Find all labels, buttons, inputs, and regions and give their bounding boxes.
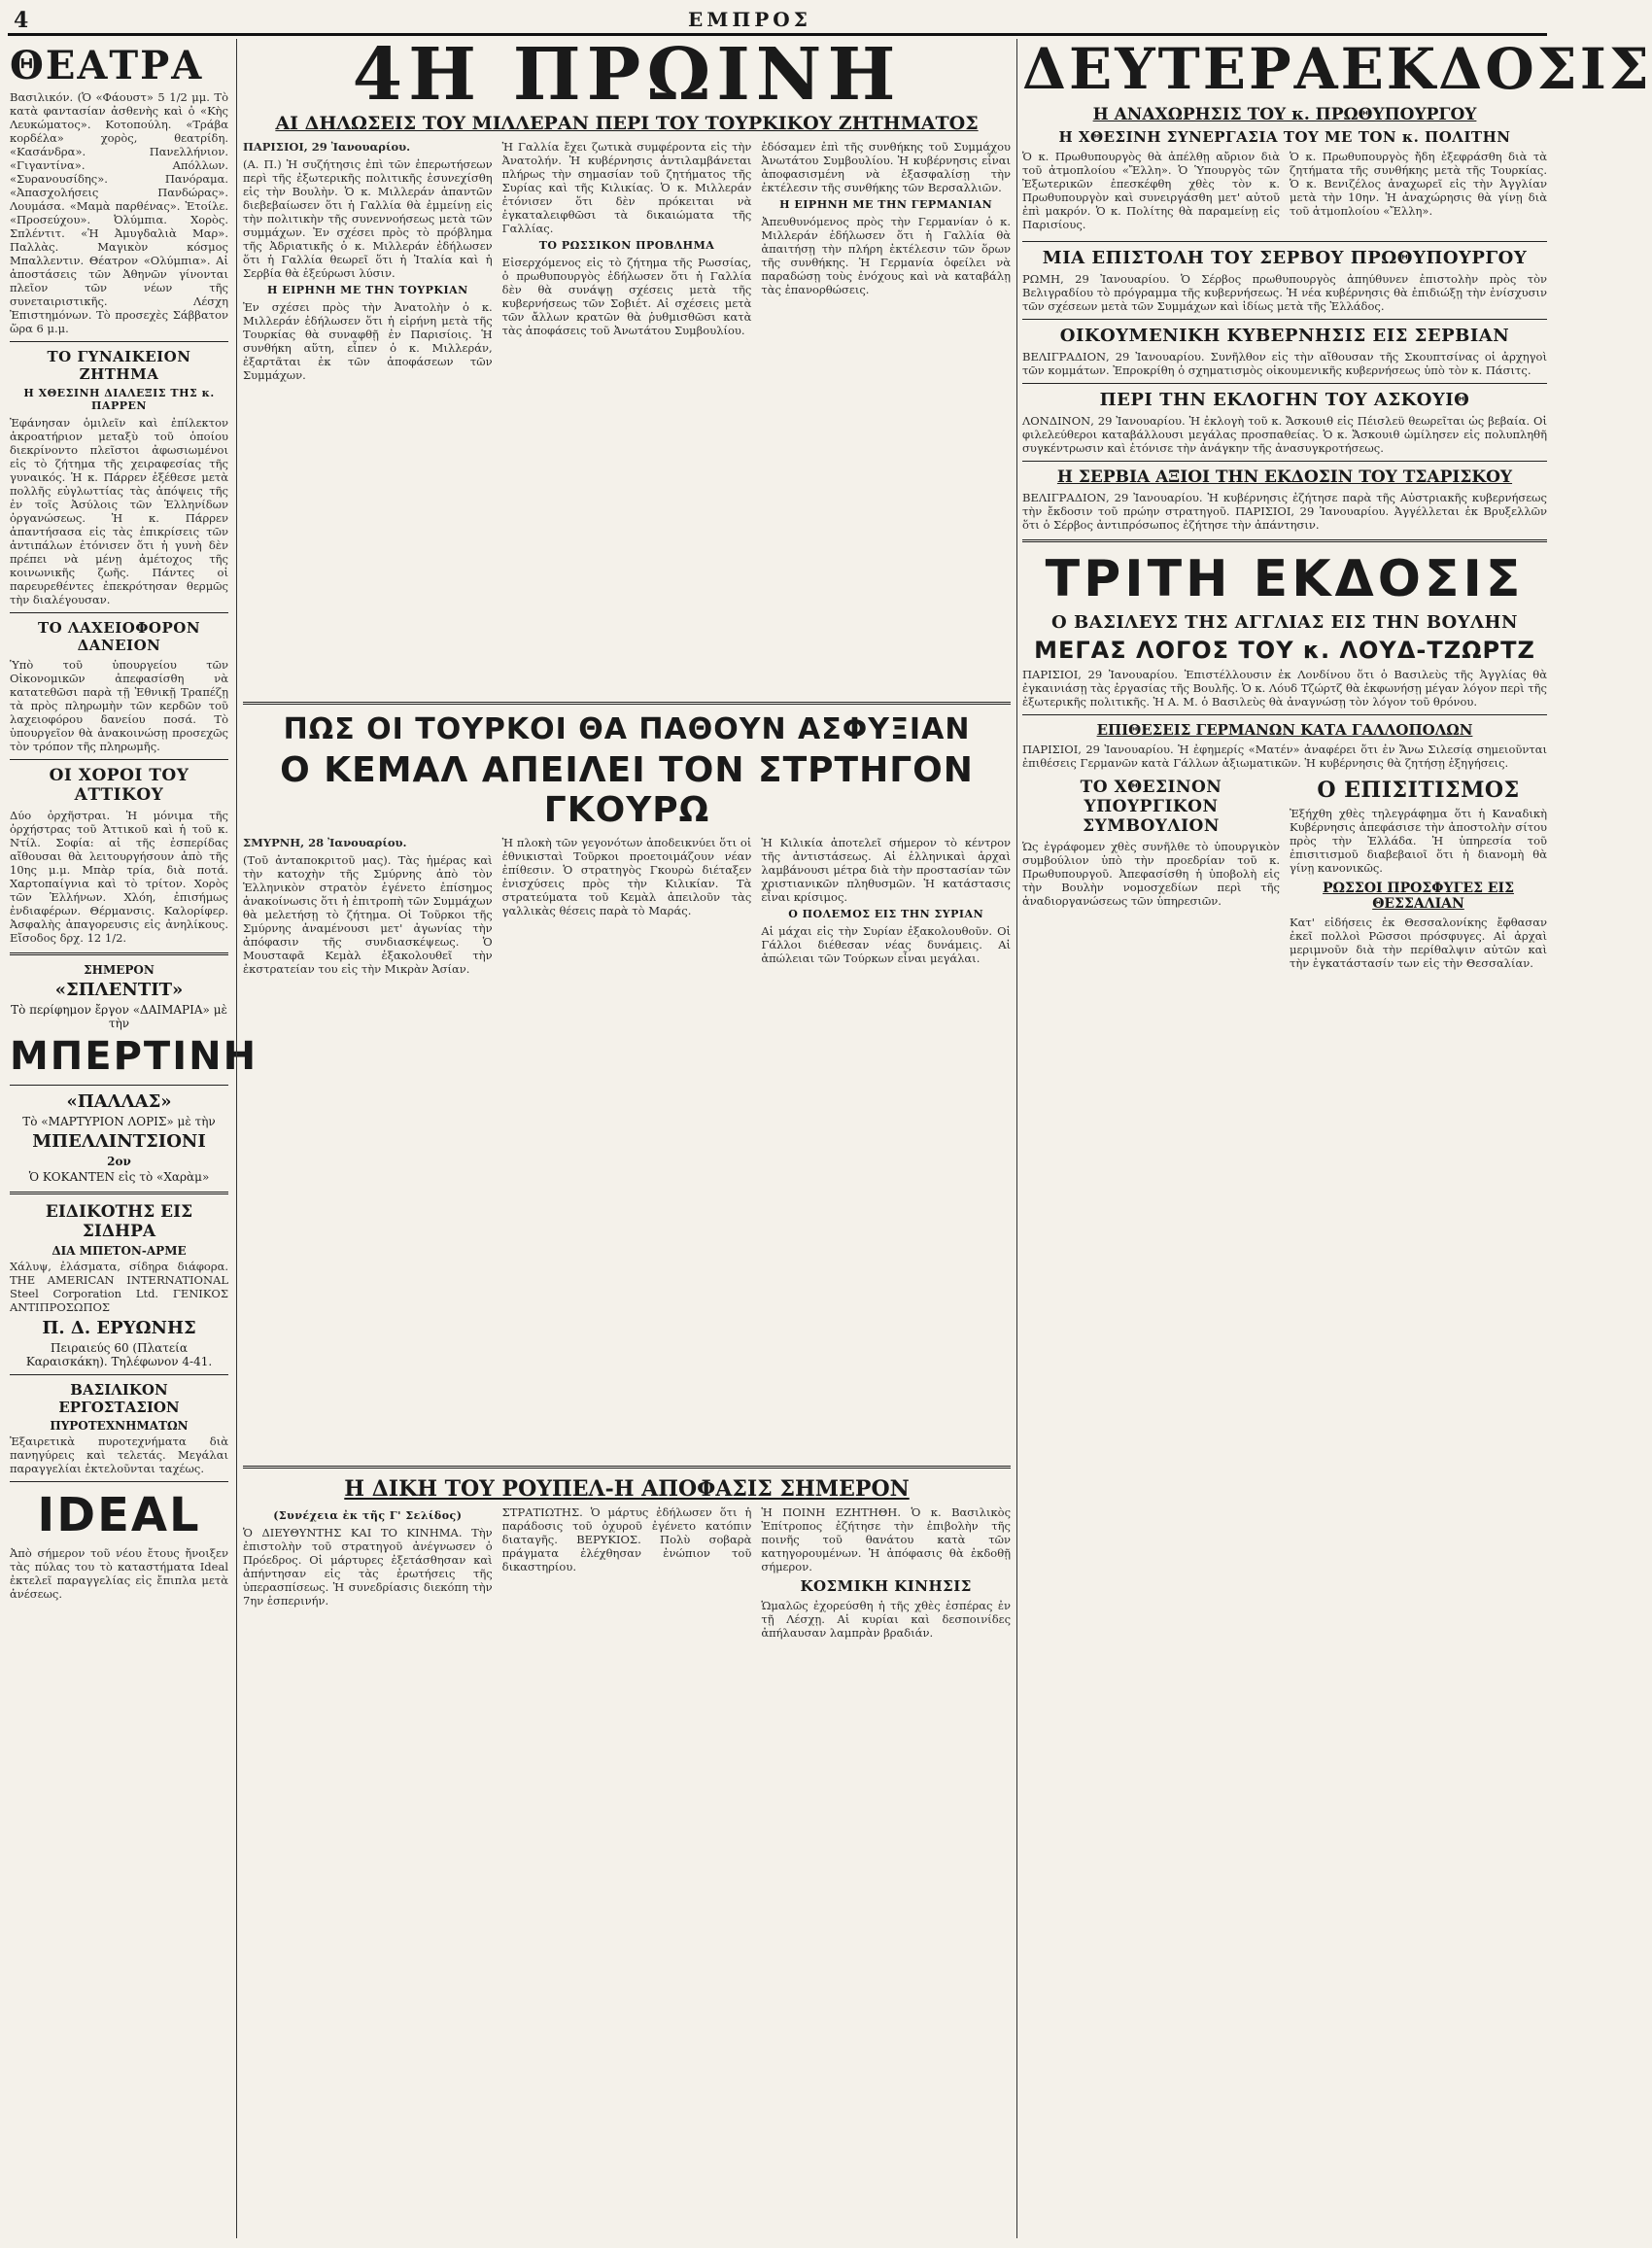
serb-letter-text: ΡΩΜΗ, 29 Ἰανουαρίου. Ὁ Σέρβος πρωθυπουργὸς ἀπηύθυνεν ἐπιστολὴν πρὸς τὸν Βελιγραδίου τὸ πρόγραμμα τῆς κυβερνήσεως. Ἡ νέα κυβέρνησις θὰ ἐπιδιώξῃ τὴν ἐνίσχυσιν τῶν σχέσεων μετὰ τῶν Συμμάχων καὶ ἰδίως μετὰ τῆς Ἑλλάδος.: [1022, 272, 1547, 313]
trial-columns: [243, 1505, 1011, 1643]
turkey-peace-subhead: Η ΕΙΡΗΝΗ ΜΕ ΤΗΝ ΤΟΥΡΚΙΑΝ: [266, 284, 468, 296]
supply-text: Ἐξήχθη χθὲς τηλεγράφημα ὅτι ἡ Καναδικὴ Κυβέρνησις ἀπεφάσισε τὴν ἀποστολὴν σίτου πρὸς τὴν Ἑλλάδα. Ἡ ὑπηρεσία τοῦ ἐπισιτισμοῦ διαβεβαιοῖ ὅτι ἡ διανομὴ θὰ γίνῃ κανονικῶς.: [1290, 807, 1547, 875]
paper-name: ΕΜΠΡΟΣ: [688, 8, 811, 31]
page-number: 4: [14, 8, 29, 33]
trial-text-2: ΣΤΡΑΤΙΩΤΗΣ. Ὁ μάρτυς ἐδήλωσεν ὅτι ἡ παράδοσις τοῦ ὀχυροῦ ἐγένετο κατόπιν διαταγῆς. ΒΕΡΥΚΙΟΣ. Πολὺ σοβαρὰ πράγματα ἐλέχθησαν ἐνώπιον τοῦ δικαστηρίου.: [501, 1505, 752, 1574]
pm-columns: [1022, 150, 1547, 235]
dances-title: ΟΙ ΧΟΡΟΙ ΤΟΥ ΑΤΤΙΚΟΥ: [49, 766, 189, 805]
dances-article: Δύο ὀρχῆστραι. Ἡ μόνιμα τῆς ὀρχήστρας τοῦ Ἀττικοῦ καὶ ἡ τοῦ κ. Ντίλ. Σοφία: αἱ τῆς ἐσπερίδας αἴθουσαι θὰ λειτουργήσουν ἀπὸ τῆς 10ης μ.μ. Μπὰρ τρία, διὰ ποτά. Χαρτοπαίγνια καὶ τὸ τρίτον. Χορὸς τῶν Ἑλλήνων. Χλόη, ἐπισήμως ἐνδιαφέρων. Θέρμανσις. Καλορίφερ. Ἀσφαλὴς ἀπαγορευσις εἰς ἀνηλίκους. Εἴσοδος δρχ. 12 1/2.: [10, 809, 228, 945]
kemal-headline: Ο ΚΕΜΑΛ ΑΠΕΙΛΕΙ ΤΟΝ ΣΤΡΤΗΓΟΝ ΓΚΟΥΡΩ: [280, 750, 974, 830]
serbia-government-text: ΒΕΛΙΓΡΑΔΙΟΝ, 29 Ἰανουαρίου. Συνῆλθον εἰς τὴν αἴθουσαν τῆς Σκουπτσίνας οἱ ἀρχηγοὶ τῶν κομμάτων. Ἐπροκρίθη ὁ σχηματισμὸς οἰκουμενικῆς κυβερνήσεως ὑπὸ τὸν κ. Πάσιτς.: [1022, 350, 1547, 377]
lottery-article: Ὑπὸ τοῦ ὑπουργείου τῶν Οἰκονομικῶν ἀπεφασίσθη νὰ κατατεθῶσι παρὰ τῇ Ἐθνικῇ Τραπέζῃ τὰ πρὸς πληρωμὴν τῶν κερδῶν τοῦ λαχειοφόρου δανείου ποσά. Τὸ ὑπουργεῖον θὰ ἀνακοινώσῃ προσεχῶς τὸν τρόπον τῆς πληρωμῆς.: [10, 658, 228, 753]
third-edition-banner: ΤΡΙΤΗ ΕΚΔΟΣΙΣ: [1045, 550, 1525, 608]
masthead: [8, 8, 1547, 36]
turks-asphyxia-headline: ΠΩΣ ΟΙ ΤΟΥΡΚΟΙ ΘΑ ΠΑΘΟΥΝ ΑΣΦΥΞΙΑΝ: [283, 712, 971, 746]
king-subhead: Ο ΒΑΣΙΛΕΥΣ ΤΗΣ ΑΓΓΛΙΑΣ ΕΙΣ ΤΗΝ ΒΟΥΛΗΝ: [1051, 612, 1518, 633]
millerand-text-6: Ἀπευθυνόμενος πρὸς τὴν Γερμανίαν ὁ κ. Μιλλεράν ἐδήλωσεν ὅτι ἡ Γαλλία θὰ ἀπαιτήσῃ τὴν πλήρη ἐκτέλεσιν τῶν ὅρων τῆς συνθήκης. Ἡ Γερμανία ὀφείλει νὰ παραδώσῃ τοὺς ἐνόχους καὶ νὰ καταβάλῃ τὰς ἐπανορθώσεις.: [761, 215, 1012, 296]
kemal-text-4: Αἱ μάχαι εἰς τὴν Συρίαν ἐξακολουθοῦν. Οἱ Γάλλοι διέθεσαν νέας δυνάμεις. Αἱ ἀπώλειαι τῶν Τούρκων εἶναι μεγάλαι.: [761, 924, 1012, 965]
rupel-trial-headline: Η ΔΙΚΗ ΤΟΥ ΡΟΥΠΕΛ-Η ΑΠΟΦΑΣΙΣ ΣΗΜΕΡΟΝ: [344, 1476, 910, 1502]
lloyd-george-text: ΠΑΡΙΣΙΟΙ, 29 Ἰανουαρίου. Ἐπιστέλλουσιν ἐκ Λονδίνου ὅτι ὁ Βασιλεὺς τῆς Ἀγγλίας θὰ ἐγκαινιάσῃ τὰς ἐργασίας τῆς Βουλῆς. Ὁ κ. Λόυδ Τζώρτζ θὰ ἐκφωνήσῃ μέγαν λόγον περὶ τῆς ἐξωτερικῆς πολιτικῆς. Ἡ Α. Μ. ὁ Βασιλεὺς θὰ ἀναγνώσῃ τὸν λόγον τοῦ θρόνου.: [1022, 668, 1547, 709]
ad-ideal-text: Ἀπὸ σήμερον τοῦ νέου ἔτους ἤνοιξεν τὰς πύλας του τὸ καταστήματα Ideal ἐκτελεῖ παραγγελίας εἰς ἔπιπλα μετὰ ἀνέσεως.: [10, 1546, 228, 1601]
supply-title: Ο ΕΠΙΣΙΤΙΣΜΟΣ: [1317, 778, 1520, 803]
serbia-government-title: ΟΙΚΟΥΜΕΝΙΚΗ ΚΥΒΕΡΝΗΣΙΣ ΕΙΣ ΣΕΡΒΙΑΝ: [1059, 326, 1510, 346]
pm-meeting-subhead: Η ΧΘΕΣΙΝΗ ΣΥΝΕΡΓΑΣΙΑ ΤΟΥ ΜΕ ΤΟΝ κ. ΠΟΛΙΤΗΝ: [1058, 128, 1511, 146]
asquith-text: ΛΟΝΔΙΝΟΝ, 29 Ἰανουαρίου. Ἡ ἐκλογὴ τοῦ κ. Ἄσκουιθ εἰς Πέισλεϋ θεωρεῖται ὡς βεβαία. Οἱ φιλελεύθεροι καταβάλλουσι μεγάλας προσπαθείας. Ὁ κ. Ἄσκουιθ ὡμίλησεν εἰς πολυπληθῆ συγκέντρωσιν καὶ ἐτόνισε τὴν ἀνάγκην τῆς ἀνασυγκροτήσεως.: [1022, 414, 1547, 455]
ad-splendid-name: ΜΠΕΡΤΙΝΗ: [10, 1034, 258, 1079]
ad-pallas-second: 2ον: [107, 1155, 131, 1168]
millerand-columns: [243, 140, 1011, 694]
second-edition-banner: ΔΕΥΤΕΡΑΕΚΔΟΣΙΣ: [1022, 36, 1652, 102]
german-attacks-title: ΕΠΙΘΕΣΕΙΣ ΓΕΡΜΑΝΩΝ ΚΑΤΑ ΓΑΛΛΟΠΟΛΩΝ: [1096, 721, 1473, 739]
ad-fireworks-text: Ἐξαιρετικὰ πυροτεχνήματα διὰ πανηγύρεις καὶ τελετάς. Μεγάλαι παραγγελίαι ἐκτελοῦνται ταχέως.: [10, 1435, 228, 1475]
kemal-text-2: Ἡ πλοκὴ τῶν γεγονότων ἀποδεικνύει ὅτι οἱ ἐθνικισταὶ Τοῦρκοι προετοιμάζουν νέαν ἐπίθεσιν. Ὁ στρατηγὸς Γκουρὼ διέταξεν ἐνισχύσεις πρὸς τὴν Κιλικίαν. Τὰ στρατεύματα τοῦ Κεμὰλ ἀπειλοῦν τὰς γαλλικὰς θέσεις παρὰ τὸ Μαράς.: [501, 836, 752, 917]
millerand-col-1: [243, 140, 493, 694]
ad-splendid-line: Τὸ περίφημον ἔργον «ΔΑΙΜΑΡΙΑ» μὲ τὴν: [11, 1003, 227, 1030]
ad-ideal-name: IDEAL: [37, 1488, 201, 1542]
women-title: ΤΟ ΓΥΝΑΙΚΕΙΟΝ ΖΗΤΗΜΑ: [47, 348, 191, 383]
theatre-title: ΘΕΑΤΡΑ: [10, 43, 204, 88]
millerand-text-3: Ἡ Γαλλία ἔχει ζωτικὰ συμφέροντα εἰς τὴν Ἀνατολήν. Ἡ κυβέρνησις ἀντιλαμβάνεται πλήρως τὴν σημασίαν τοῦ ζητήματος τῆς Συρίας καὶ τῆς Κιλικίας. Ὁ κ. Μιλλεράν ἐτόνισεν ὅτι δὲν πρόκειται νὰ ἐγκαταλειφθῶσι τὰ δικαιώματα τῆς Γαλλίας.: [501, 140, 752, 235]
women-subtitle: Η ΧΘΕΣΙΝΗ ΔΙΑΛΕΞΙΣ ΤΗΣ κ. ΠΑΡΡΕΝ: [23, 387, 215, 412]
center-area: [243, 33, 1012, 2238]
ad-steel-text: Χάλυψ, ἐλάσματα, σίδηρα διάφορα. THE AMERICAN INTERNATIONAL Steel Corporation Ltd. ΓΕΝΙΚΟΣ ΑΝΤΙΠΡΟΣΩΠΟΣ: [10, 1260, 228, 1314]
social-text: Ὡμαλῶς ἐχορεύσθη ἡ τῆς χθὲς ἑσπέρας ἐν τῇ Λέσχῃ. Αἱ κυρίαι καὶ δεσποινίδες ἀπήλαυσαν λαμπρὰν βραδιάν.: [761, 1599, 1012, 1640]
ad-pallas-line: Τὸ «ΜΑΡΤΥΡΙΟΝ ΛΟΡΙΣ» μὲ τὴν: [22, 1115, 216, 1128]
millerand-text-5: ἐδόσαμεν ἐπὶ τῆς συνθήκης τοῦ Συμμάχου Ἀνωτάτου Συμβουλίου. Ἡ κυβέρνησις εἶναι ἀποφασισμένη νὰ ἐξασφαλίσῃ τὴν ἐκτέλεσιν τῆς συνθήκης τῶν Βερσαλλιῶν.: [761, 140, 1012, 194]
ad-steel: [10, 1202, 228, 1368]
trial-text-3: Ἡ ΠΟΙΝΗ ΕΖΗΤΗΘΗ. Ὁ κ. Βασιλικὸς Ἐπίτροπος ἐζήτησε τὴν ἐπιβολὴν τῆς ποινῆς τοῦ θανάτου κατὰ τῶν κατηγορουμένων. Ἡ ἀπόφασις θὰ ἐκδοθῇ σήμερον.: [761, 1505, 1012, 1574]
kemal-text-1: (Τοῦ ἀνταποκριτοῦ μας). Τὰς ἡμέρας καὶ τὴν κατοχὴν τῆς Σμύρνης ἀπὸ τὸν Ἑλληνικὸν στρατὸν ἐγένετο ἐπίσημος ἀνακοίνωσις ὅτι ἡ ἐπιτροπὴ τῶν Συμμάχων θὰ μελετήσῃ τὸ ζήτημα. Οἱ Τοῦρκοι τῆς Σμύρνης ἀναμένουσι μετ' ἀγωνίας τὴν ἀπόφασιν τῆς συνδιασκέψεως. Ὁ Μουσταφᾶ Κεμὰλ ἐξακολουθεῖ τὴν ἐκστρατείαν του εἰς τὴν Μικρὰν Ἀσίαν.: [243, 853, 493, 976]
pm-departure-headline: Η ΑΝΑΧΩΡΗΣΙΣ ΤΟΥ κ. ΠΡΩΘΥΠΟΥΡΓΟΥ: [1092, 105, 1477, 124]
ad-splendid: [10, 963, 258, 1079]
ad-steel-address: Πειραιεύς 60 (Πλατεία Καραισκάκη). Τηλέφωνον 4-41.: [25, 1341, 213, 1368]
ad-fireworks-subtitle: ΠΥΡΟΤΕΧΝΗΜΑΤΩΝ: [50, 1419, 189, 1433]
ad-fireworks: [10, 1381, 228, 1475]
kemal-text-3: Ἡ Κιλικία ἀποτελεῖ σήμερον τὸ κέντρον τῆς ἀντιστάσεως. Αἱ ἑλληνικαὶ ἀρχαὶ λαμβάνουσι μέτρα διὰ τὴν προστασίαν τῶν χριστιανικῶν πληθυσμῶν. Ἡ κατάστασις εἶναι κρίσιμος.: [761, 836, 1012, 904]
social-title: ΚΟΣΜΙΚΗ ΚΙΝΗΣΙΣ: [800, 1577, 972, 1595]
pm-text-1: Ὁ κ. Πρωθυπουργὸς θὰ ἀπέλθῃ αὔριον διὰ τοῦ ἀτμοπλοίου «Ἔλλη». Ὁ Ὑπουργὸς τῶν Ἐξωτερικῶν ἐπεσκέφθη χθὲς τὸν κ. Πρωθυπουργὸν καὶ συνειργάσθη μετ' αὐτοῦ ἐπὶ μακρόν. Ὁ κ. Πολίτης θὰ παραμείνῃ εἰς Παρισίους.: [1022, 150, 1280, 231]
german-attacks-text: ΠΑΡΙΣΙΟΙ, 29 Ἰανουαρίου. Ἡ ἐφημερίς «Ματέν» ἀναφέρει ὅτι ἐν Ἄνω Σιλεσίᾳ σημειοῦνται ἐπιθέσεις Γερμανῶν κατὰ Γάλλων ἀξιωματικῶν. Ἡ κυβέρνησις θὰ ζητήσῃ ἐξηγήσεις.: [1022, 743, 1547, 770]
lloyd-george-headline: ΜΕΓΑΣ ΛΟΓΟΣ ΤΟΥ κ. ΛΟΥΔ-ΤΖΩΡΤΖ: [1034, 637, 1535, 664]
refugees-text: Κατ' εἰδήσεις ἐκ Θεσσαλονίκης ἔφθασαν ἐκεῖ πολλοὶ Ρῶσσοι πρόσφυγες. Αἱ ἀρχαὶ μεριμνοῦν διὰ τὴν περίθαλψιν αὐτῶν καὶ τὴν ἐγκατάστασίν των εἰς τὴν Θεσσαλίαν.: [1290, 916, 1547, 970]
serbia-extradition-title: Η ΣΕΡΒΙΑ ΑΞΙΟΙ ΤΗΝ ΕΚΔΟΣΙΝ ΤΟΥ ΤΣΑΡΙΣΚΟΥ: [1056, 467, 1513, 487]
syria-war-subhead: Ο ΠΟΛΕΜΟΣ ΕΙΣ ΤΗΝ ΣΥΡΙΑΝ: [788, 908, 984, 920]
germany-peace-subhead: Η ΕΙΡΗΝΗ ΜΕ ΤΗΝ ΓΕΡΜΑΝΙΑΝ: [779, 198, 993, 211]
millerand-text-4: Εἰσερχόμενος εἰς τὸ ζήτημα τῆς Ρωσσίας, ὁ πρωθυπουργὸς ἐδήλωσεν ὅτι ἡ Γαλλία δὲν θὰ συνάψῃ σχέσεις μετὰ τῆς κυβερνήσεως τῶν Σοβιέτ. Αἱ σχέσεις μετὰ τῶν ἄλλων κρατῶν θὰ ῥυθμισθῶσι κατὰ τὰς ἀποφάσεις τοῦ Ἀνωτάτου Συμβουλίου.: [501, 256, 752, 337]
ad-pallas-venue: «ΠΑΛΛΑΣ»: [66, 1091, 172, 1112]
ad-steel-name: Π. Δ. ΕΡΥΩΝΗΣ: [42, 1318, 196, 1338]
asquith-title: ΠΕΡΙ ΤΗΝ ΕΚΛΟΓΗΝ ΤΟΥ ΑΣΚΟΥΙΘ: [1099, 390, 1470, 410]
ad-pallas-name: ΜΠΕΛΛΙΝΤΣΙΟΝΙ: [32, 1131, 206, 1152]
ad-fireworks-title: ΒΑΣΙΛΙΚΟΝ ΕΡΓΟΣΤΑΣΙΟΝ: [58, 1381, 180, 1416]
serb-letter-title: ΜΙΑ ΕΠΙΣΤΟΛΗ ΤΟΥ ΣΕΡΒΟΥ ΠΡΩΘΥΠΟΥΡΓΟΥ: [1042, 248, 1528, 268]
cabinet-text: Ὡς ἐγράφομεν χθὲς συνῆλθε τὸ ὑπουργικὸν συμβούλιον ὑπὸ τὴν προεδρίαν τοῦ κ. Πρωθυπουργοῦ. Ἀπεφασίσθη ἡ ὑποβολὴ εἰς τὴν Βουλὴν νομοσχεδίων περὶ τῆς ἀναδιοργανώσεως τῶν ὑπηρεσιῶν.: [1022, 840, 1280, 908]
lower-right-columns: [1022, 774, 1547, 974]
left-column: [10, 39, 258, 2238]
women-article: Ἐφάνησαν ὁμιλεῖν καὶ ἐπίλεκτον ἀκροατήριον μεταξὺ τοῦ ὁποίου διεκρίνοντο πλεῖστοι ἀφωσιωμένοι εἰς τὸ ζήτημα τῆς χειραφεσίας τῆς γυναικός. Ἡ κ. Πάρρεν ἐξέθεσε μετὰ πολλῆς εὐγλωττίας τὰς ἀπόψεις τῆς ἐν τοῖς Ἀσύλοις τῶν Ἑλληνίδων ὀργανώσεως. Ἡ κ. Πάρρεν ἀπαντήσασα εἰς τὰς ἐπικρίσεις τῶν ἀντιπάλων ἐτόνισεν ὅτι ἡ γυνὴ δὲν πρέπει νὰ μένῃ ἀμέτοχος τῆς κοινωνικῆς ζωῆς. Πάντες οἱ παρευρεθέντες ἐπεκρότησαν θερμῶς τὴν διαλέγουσαν.: [10, 416, 228, 606]
kemal-columns: [243, 836, 1011, 1458]
ad-today: ΣΗΜΕΡΟΝ: [84, 963, 155, 977]
ad-splendid-venue: «ΣΠΛΕΝΤΙΤ»: [54, 980, 184, 1000]
theatre-listings: Βασιλικόν. (Ὁ «Φάουστ» 5 1/2 μμ. Τὸ κατὰ φαντασίαν ἀσθενὴς καὶ ὁ «Κὴς Λευκώματος». Κοτοπούλη. «Τράβα κορδέλα» χορὸς, θεατρίδη. «Κασάνδρα». Πανελλήνιον. «Γιγαντίνα». Απόλλων. «Συρανουσίδης». Πανόραμα. «Ἀπασχολήσεις Πανδώρας». Λουμάσα. «Μαμὰ παρθένας». Ἐτοίλε. «Προσεύχου». Ὀλύμπια. Χορὸς. Σπλέντιτ. «Ἡ Ἀμυγδαλιὰ Μαρ». Παλλὰς. Μαγικὸν κόσμος Μπαλλεντιν. Θέατρον «Ολύμπια». Αἱ ἀποστάσεις τῶν Ἀθηνῶν γίνονται πλεῖον τῶν νέων τῆς συνεταιριστικῆς. Λέσχη Ἐπιστημόνων. Τὸ προσεχὲς Σάββατον ὥρα 6 μ.μ.: [10, 90, 228, 335]
millerand-text-2: Ἐν σχέσει πρὸς τὴν Ἀνατολὴν ὁ κ. Μιλλεράν ἐδήλωσεν ὅτι ἡ εἰρήνη μετὰ τῆς Τουρκίας θὰ συναφθῇ ἐν Παρισίοις. Ἡ συνθήκη αὕτη, εἶπεν ὁ κ. Μιλλεράν, ἐξαρτᾶται ἐκ τῶν ἀποφάσεων τῶν Συμμάχων.: [243, 300, 493, 382]
ad-steel-subtitle: ΔΙΑ ΜΠΕΤΟΝ-ΑΡΜΕ: [52, 1244, 187, 1258]
trial-continued: (Συνέχεια ἐκ τῆς Γ' Σελίδος): [273, 1509, 463, 1522]
ad-ideal: [10, 1488, 228, 1601]
millerand-text-1: (Α. Π.) Ἡ συζήτησις ἐπὶ τῶν ἐπερωτήσεων περὶ τῆς ἐξωτερικῆς πολιτικῆς ἐσυνεχίσθη εἰς τὴν Βουλὴν. Ὁ κ. Μιλλεράν ἀπαντῶν διεβεβαίωσεν ὅτι ἡ Γαλλία θὰ ἐμμείνῃ εἰς τὴν πολιτικὴν τῆς συνεννοήσεως μετὰ τῶν συμμάχων. Ἐν σχέσει πρὸς τὸ πρόβλημα τῆς Ἀδριατικῆς ὁ κ. Μιλλεράν ἐδήλωσεν ὅτι ἡ Γαλλία θεωρεῖ ὅτι ἡ Ἰταλία καὶ ἡ Σερβία θὰ ἐξεύρωσι λύσιν.: [243, 157, 493, 280]
millerand-col-2: [502, 140, 752, 694]
right-area: [1022, 36, 1652, 2238]
ad-pallas-line2: Ὁ ΚΟΚΑΝΤΕΝ εἰς τὸ «Χαρὰμ»: [28, 1170, 210, 1184]
trial-text-1: Ὁ ΔΙΕΥΘΥΝΤΗΣ ΚΑΙ ΤΟ ΚΙΝΗΜΑ. Τὴν ἐπιστολὴν τοῦ στρατηγοῦ ἀνέγνωσεν ὁ Πρόεδρος. Οἱ μάρτυρες ἐξετάσθησαν καὶ ἀπήντησαν εἰς τὰς ἐρωτήσεις τῆς ὑπερασπίσεως. Ἡ συνεδρίασις διεκόπη τὴν 7ην ἑσπερινήν.: [243, 1526, 493, 1608]
smyrna-dateline: ΣΜΥΡΝΗ, 28 Ἰανουαρίου.: [243, 836, 407, 849]
refugees-title: ΡΩΣΣΟΙ ΠΡΟΣΦΥΓΕΣ ΕΙΣ ΘΕΣΣΑΛΙΑΝ: [1323, 881, 1514, 912]
lottery-title: ΤΟ ΛΑΧΕΙΟΦΟΡΟΝ ΔΑΝΕΙΟΝ: [37, 619, 201, 654]
ad-pallas: [10, 1091, 228, 1184]
pm-text-2: Ὁ κ. Πρωθυπουργὸς ἤδη ἐξεφράσθη διὰ τὰ ζητήματα τῆς συνθήκης μετὰ τῆς Τουρκίας. Ὁ κ. Βενιζέλος ἀναχωρεῖ εἰς τὴν Ἀγγλίαν μετὰ τὴν 10ην. Ἡ ἀναχώρησις θὰ γίνῃ διὰ τοῦ ἀτμοπλοίου «Ἔλλη».: [1290, 150, 1547, 218]
millerand-headline: ΑΙ ΔΗΛΩΣΕΙΣ ΤΟΥ ΜΙΛΛΕΡΑΝ ΠΕΡΙ ΤΟΥ ΤΟΥΡΚΙΚΟΥ ΖΗΤΗΜΑΤΟΣ: [275, 113, 979, 134]
ad-steel-title: ΕΙΔΙΚΟΤΗΣ ΕΙΣ ΣΙΔΗΡΑ: [45, 1202, 193, 1241]
millerand-col-3: [761, 140, 1011, 694]
paris-dateline: ΠΑΡΙΣΙΟΙ, 29 Ἰανουαρίου.: [243, 140, 411, 154]
serbia-extradition-text: ΒΕΛΙΓΡΑΔΙΟΝ, 29 Ἰανουαρίου. Ἡ κυβέρνησις ἐζήτησε παρὰ τῆς Αὐστριακῆς κυβερνήσεως τὴν ἔκδοσιν τοῦ πρώην στρατηγοῦ. ΠΑΡΙΣΙΟΙ, 29 Ἰανουαρίου. Ἀγγέλλεται ἐκ Βρυξελλῶν ὅτι ὁ Σέρβος ἀντιπρόσωπος ἐζήτησε τὴν ἀπάντησιν.: [1022, 491, 1547, 532]
russian-problem-subhead: ΤΟ ΡΩΣΣΙΚΟΝ ΠΡΟΒΛΗΜΑ: [538, 239, 715, 252]
banner-4th-morning: 4Η ΠΡΩΙΝΗ: [352, 33, 902, 117]
cabinet-title: ΤΟ ΧΘΕΣΙΝΟΝ ΥΠΟΥΡΓΙΚΟΝ ΣΥΜΒΟΥΛΙΟΝ: [1080, 778, 1222, 836]
